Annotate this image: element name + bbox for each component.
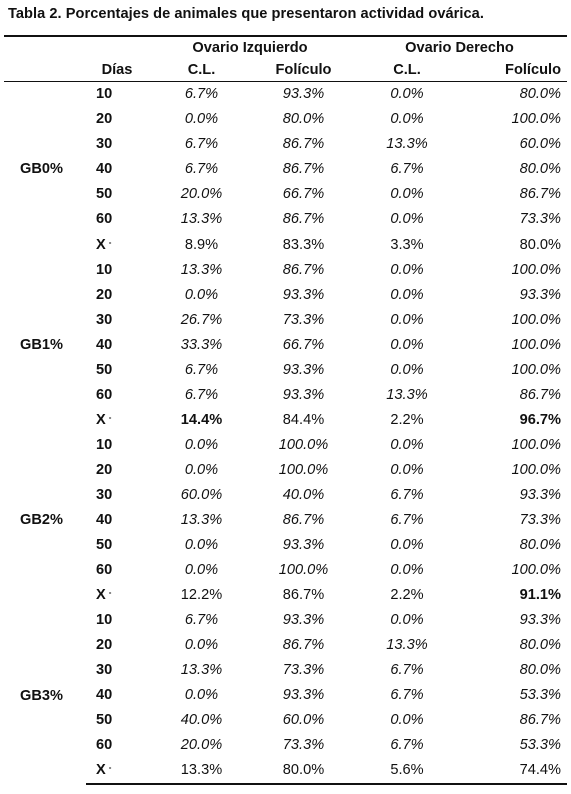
- mean-mark: -: [108, 237, 112, 247]
- group-label: GB0%: [20, 161, 63, 178]
- mean-symbol: X: [96, 587, 106, 604]
- header-left-cl: C.L.: [148, 59, 255, 82]
- mean-mark: -: [108, 763, 112, 773]
- mean-value-cell: 2.2%: [390, 587, 424, 604]
- day-cell: 30: [96, 486, 113, 503]
- value-cell: 0.0%: [184, 461, 219, 478]
- day-cell: 60: [96, 562, 113, 579]
- table-row: [4, 307, 567, 332]
- header-empty: [4, 36, 86, 59]
- day-cell: 20: [96, 461, 113, 478]
- value-cell: 6.7%: [184, 136, 219, 153]
- value-cell: 0.0%: [390, 311, 424, 328]
- value-cell: 13.3%: [180, 211, 223, 228]
- value-cell: 0.0%: [184, 637, 219, 654]
- value-cell: 86.7%: [282, 512, 325, 529]
- table-row: [4, 433, 567, 458]
- table-row: [4, 332, 567, 357]
- value-cell: 40.0%: [180, 712, 223, 729]
- table-row: [4, 533, 567, 558]
- value-cell: 6.7%: [184, 386, 219, 403]
- mean-row: [4, 583, 567, 608]
- value-cell: 20.0%: [180, 186, 223, 203]
- table-row: [4, 207, 567, 232]
- mean-value-cell: 84.4%: [282, 411, 325, 428]
- header-right-cl: C.L.: [352, 59, 462, 82]
- mean-value-cell: 91.1%: [519, 587, 561, 604]
- day-cell: 10: [96, 436, 113, 453]
- day-cell: 40: [96, 161, 113, 178]
- mean-symbol: X: [96, 762, 106, 779]
- value-cell: 0.0%: [390, 361, 424, 378]
- day-cell: 50: [96, 361, 113, 378]
- value-cell: 86.7%: [282, 261, 325, 278]
- value-cell: 100.0%: [511, 436, 561, 453]
- value-cell: 93.3%: [519, 486, 561, 503]
- value-cell: 100.0%: [511, 111, 561, 128]
- value-cell: 0.0%: [390, 436, 424, 453]
- mean-value-cell: 14.4%: [180, 411, 223, 428]
- value-cell: 100.0%: [278, 436, 329, 453]
- value-cell: 100.0%: [278, 562, 329, 579]
- value-cell: 0.0%: [184, 111, 219, 128]
- table-row: [4, 282, 567, 307]
- value-cell: 93.3%: [282, 537, 325, 554]
- day-cell: 20: [96, 286, 113, 303]
- group-label: GB2%: [20, 512, 63, 529]
- table-row: [4, 157, 567, 182]
- table-row: [4, 633, 567, 658]
- value-cell: 80.0%: [519, 537, 561, 554]
- mean-value-cell: 80.0%: [519, 236, 561, 253]
- value-cell: 93.3%: [282, 612, 325, 629]
- value-cell: 100.0%: [511, 361, 561, 378]
- value-cell: 0.0%: [184, 286, 219, 303]
- day-cell: 40: [96, 687, 113, 704]
- value-cell: 86.7%: [282, 161, 325, 178]
- mean-label: [86, 758, 148, 784]
- table-row: [4, 658, 567, 683]
- mean-label: [86, 583, 148, 608]
- value-cell: 86.7%: [519, 186, 561, 203]
- value-cell: 86.7%: [282, 211, 325, 228]
- value-cell: 6.7%: [390, 687, 424, 704]
- table-row: [4, 508, 567, 533]
- value-cell: 100.0%: [511, 336, 561, 353]
- value-cell: 6.7%: [184, 361, 219, 378]
- mean-value-cell: 96.7%: [519, 411, 561, 428]
- day-cell: 10: [96, 612, 113, 629]
- value-cell: 93.3%: [282, 86, 325, 103]
- table-row: [4, 708, 567, 733]
- header-left-follicle: Folículo: [255, 59, 352, 82]
- table-row: [4, 483, 567, 508]
- mean-value-cell: 13.3%: [148, 758, 255, 784]
- value-cell: 0.0%: [184, 687, 219, 704]
- value-cell: 73.3%: [519, 211, 561, 228]
- value-cell: 86.7%: [519, 386, 561, 403]
- value-cell: 6.7%: [184, 161, 219, 178]
- value-cell: 0.0%: [390, 111, 424, 128]
- day-cell: 50: [96, 186, 113, 203]
- day-cell: 50: [96, 712, 113, 729]
- day-cell: 60: [96, 211, 113, 228]
- header-empty: [4, 59, 86, 82]
- day-cell: 40: [96, 336, 113, 353]
- value-cell: 6.7%: [184, 86, 219, 103]
- mean-mark: -: [108, 412, 112, 422]
- day-cell: 50: [96, 537, 113, 554]
- value-cell: 6.7%: [390, 662, 424, 679]
- value-cell: 0.0%: [390, 336, 424, 353]
- value-cell: 73.3%: [282, 737, 325, 754]
- value-cell: 100.0%: [511, 461, 561, 478]
- group-label: GB1%: [20, 336, 63, 353]
- group-label: GB3%: [20, 687, 63, 704]
- value-cell: 53.3%: [519, 737, 561, 754]
- mean-value-cell: 86.7%: [282, 587, 325, 604]
- mean-row: [4, 758, 567, 784]
- mean-mark: -: [108, 588, 112, 598]
- value-cell: 0.0%: [390, 461, 424, 478]
- value-cell: 100.0%: [511, 261, 561, 278]
- header-right-ovary: Ovario Derecho: [352, 36, 567, 59]
- day-cell: 10: [96, 261, 113, 278]
- value-cell: 80.0%: [519, 662, 561, 679]
- mean-value-cell: 3.3%: [390, 236, 424, 253]
- value-cell: 0.0%: [184, 436, 219, 453]
- value-cell: 0.0%: [390, 261, 424, 278]
- value-cell: 13.3%: [180, 512, 223, 529]
- mean-value-cell: 2.2%: [390, 411, 424, 428]
- value-cell: 0.0%: [184, 537, 219, 554]
- value-cell: 66.7%: [282, 336, 325, 353]
- value-cell: 33.3%: [180, 336, 223, 353]
- day-cell: 30: [96, 311, 113, 328]
- mean-row: [4, 408, 567, 433]
- value-cell: 80.0%: [282, 111, 325, 128]
- value-cell: 80.0%: [519, 86, 561, 103]
- day-cell: 20: [96, 637, 113, 654]
- day-cell: 10: [96, 86, 113, 103]
- day-cell: 20: [96, 111, 113, 128]
- value-cell: 0.0%: [390, 86, 424, 103]
- mean-value-cell: 8.9%: [184, 236, 219, 253]
- value-cell: 0.0%: [390, 186, 424, 203]
- value-cell: 93.3%: [282, 361, 325, 378]
- mean-symbol: X: [96, 411, 106, 428]
- mean-row: [4, 232, 567, 257]
- ovarian-activity-table: [4, 35, 567, 785]
- table-row: [4, 458, 567, 483]
- value-cell: 6.7%: [390, 737, 424, 754]
- table-row: [4, 257, 567, 282]
- value-cell: 66.7%: [282, 186, 325, 203]
- table-row: [4, 608, 567, 633]
- value-cell: 26.7%: [180, 311, 223, 328]
- value-cell: 13.3%: [386, 637, 428, 654]
- value-cell: 93.3%: [282, 286, 325, 303]
- value-cell: 60.0%: [282, 712, 325, 729]
- value-cell: 0.0%: [390, 211, 424, 228]
- mean-label: [86, 232, 148, 257]
- value-cell: 0.0%: [390, 562, 424, 579]
- table-caption: Tabla 2. Porcentajes de animales que presentaron actividad ovárica.: [8, 6, 484, 22]
- value-cell: 100.0%: [278, 461, 329, 478]
- value-cell: 100.0%: [511, 311, 561, 328]
- mean-label: [86, 408, 148, 433]
- day-cell: 60: [96, 737, 113, 754]
- day-cell: 30: [96, 662, 113, 679]
- table-row: [4, 182, 567, 207]
- table-row: [4, 358, 567, 383]
- value-cell: 73.3%: [519, 512, 561, 529]
- value-cell: 86.7%: [519, 712, 561, 729]
- mean-value-cell: 5.6%: [352, 758, 462, 784]
- value-cell: 73.3%: [282, 311, 325, 328]
- mean-value-cell: 12.2%: [180, 587, 223, 604]
- value-cell: 6.7%: [390, 161, 424, 178]
- value-cell: 53.3%: [519, 687, 561, 704]
- value-cell: 0.0%: [390, 712, 424, 729]
- value-cell: 93.3%: [519, 286, 561, 303]
- mean-value-cell: 83.3%: [282, 236, 325, 253]
- value-cell: 93.3%: [282, 687, 325, 704]
- value-cell: 80.0%: [519, 161, 561, 178]
- header-row-ovary: [4, 36, 567, 59]
- header-days: Días: [86, 59, 148, 82]
- table-row: [4, 82, 567, 108]
- value-cell: 6.7%: [184, 612, 219, 629]
- value-cell: 20.0%: [180, 737, 223, 754]
- header-right-follicle: Folículo: [462, 59, 567, 82]
- value-cell: 0.0%: [390, 612, 424, 629]
- day-cell: 40: [96, 512, 113, 529]
- table-row: [4, 683, 567, 708]
- value-cell: 60.0%: [519, 136, 561, 153]
- table-row: [4, 107, 567, 132]
- header-left-ovary: Ovario Izquierdo: [148, 36, 352, 59]
- value-cell: 0.0%: [390, 537, 424, 554]
- value-cell: 0.0%: [390, 286, 424, 303]
- header-empty: [86, 36, 148, 59]
- value-cell: 86.7%: [282, 136, 325, 153]
- table-row: [4, 733, 567, 758]
- day-cell: 30: [96, 136, 113, 153]
- value-cell: 80.0%: [519, 637, 561, 654]
- value-cell: 13.3%: [180, 261, 223, 278]
- mean-value-cell: 74.4%: [462, 758, 567, 784]
- table-row: [4, 132, 567, 157]
- value-cell: 0.0%: [184, 562, 219, 579]
- value-cell: 93.3%: [282, 386, 325, 403]
- value-cell: 13.3%: [386, 386, 428, 403]
- value-cell: 13.3%: [180, 662, 223, 679]
- header-row-columns: [4, 59, 567, 82]
- value-cell: 86.7%: [282, 637, 325, 654]
- value-cell: 100.0%: [511, 562, 561, 579]
- value-cell: 93.3%: [519, 612, 561, 629]
- mean-symbol: X: [96, 236, 106, 253]
- value-cell: 60.0%: [180, 486, 223, 503]
- value-cell: 6.7%: [390, 512, 424, 529]
- table-row: [4, 558, 567, 583]
- table-row: [4, 383, 567, 408]
- value-cell: 73.3%: [282, 662, 325, 679]
- value-cell: 40.0%: [282, 486, 325, 503]
- mean-value-cell: 80.0%: [255, 758, 352, 784]
- value-cell: 6.7%: [390, 486, 424, 503]
- value-cell: 13.3%: [386, 136, 428, 153]
- day-cell: 60: [96, 386, 113, 403]
